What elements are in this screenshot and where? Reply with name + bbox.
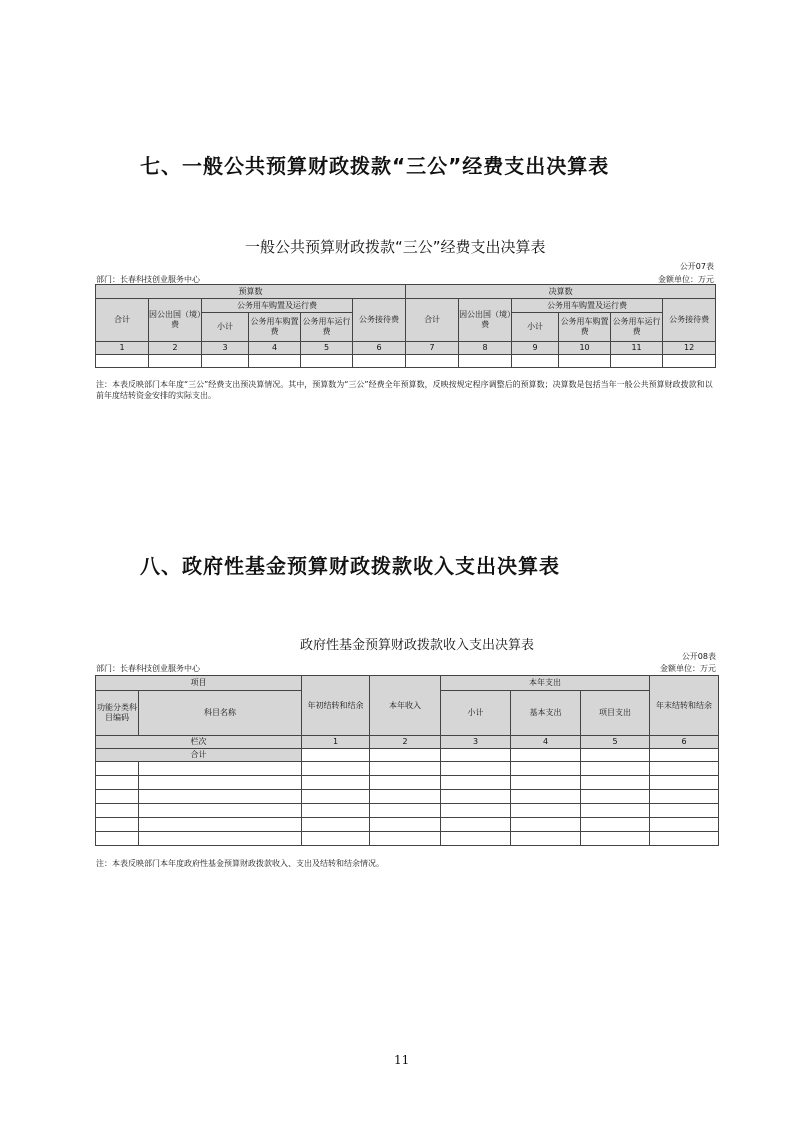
- budget-header: 预算数: [96, 285, 406, 299]
- subject-name-header: 科目名称: [139, 691, 302, 736]
- final-vehicle-header: 公务用车购置及运行费: [512, 299, 663, 313]
- col-label: 栏次: [96, 736, 302, 749]
- section8-heading: 八、政府性基金预算财政拨款收入支出决算表: [140, 554, 560, 578]
- col-number: 7: [406, 342, 459, 355]
- section7-form-no: 公开07表: [679, 262, 714, 271]
- total-label: 合计: [96, 749, 302, 762]
- col-number: 1: [302, 736, 370, 749]
- carry-begin-header: 年初结转和结余: [302, 676, 370, 736]
- final-reception: 公务接待费: [663, 299, 716, 342]
- expense-subtotal-header: 小计: [441, 691, 511, 736]
- table-row: [96, 832, 719, 846]
- budget-subtotal: 小计: [202, 313, 249, 342]
- item-header: 项目: [96, 676, 302, 691]
- table-row: [96, 762, 719, 776]
- func-code-header: 功能分类科目编码: [96, 691, 139, 736]
- final-abroad: 因公出国（境）费: [459, 299, 512, 342]
- col-number: 5: [581, 736, 650, 749]
- col-number: 4: [249, 342, 301, 355]
- budget-abroad: 因公出国（境）费: [149, 299, 202, 342]
- gov-fund-table: [95, 675, 719, 846]
- budget-vehicle-header: 公务用车购置及运行费: [202, 299, 353, 313]
- section7-dept: 部门：长春科技创业服务中心: [96, 275, 200, 284]
- col-number: 6: [650, 736, 719, 749]
- table-row: [96, 804, 719, 818]
- col-number: 9: [512, 342, 559, 355]
- income-header: 本年收入: [370, 676, 441, 736]
- col-number: 11: [611, 342, 663, 355]
- section7-note: 注：本表反映部门本年度“三公”经费支出预决算情况。其中，预算数为“三公”经费全年预算数，反映按规定程序调整后的预算数；决算数是包括当年一般公共预算财政拨款和以前年度结转资金安排的实际支出。: [96, 380, 713, 400]
- section7-table-title: 一般公共预算财政拨款“三公”经费支出决算表: [245, 238, 546, 256]
- budget-purchase: 公务用车购置费: [249, 313, 301, 342]
- expense-header: 本年支出: [441, 676, 650, 691]
- col-number: 8: [459, 342, 512, 355]
- col-number: 3: [202, 342, 249, 355]
- col-number: 5: [301, 342, 353, 355]
- final-subtotal: 小计: [512, 313, 559, 342]
- final-header: 决算数: [406, 285, 716, 299]
- table-row: [96, 818, 719, 832]
- section8-dept: 部门：长春科技创业服务中心: [96, 664, 200, 673]
- budget-sum: 合计: [96, 299, 149, 342]
- col-number: 3: [441, 736, 511, 749]
- section7-heading: 七、一般公共预算财政拨款“三公”经费支出决算表: [140, 154, 610, 178]
- col-number: 2: [370, 736, 441, 749]
- basic-expense-header: 基本支出: [511, 691, 581, 736]
- table-row: [96, 355, 716, 368]
- budget-operate: 公务用车运行费: [301, 313, 353, 342]
- col-number: 2: [149, 342, 202, 355]
- project-expense-header: 项目支出: [581, 691, 650, 736]
- section8-unit: 金额单位：万元: [660, 664, 716, 673]
- carry-end-header: 年末结转和结余: [650, 676, 719, 736]
- table-row: [96, 776, 719, 790]
- section8-note: 注：本表反映部门本年度政府性基金预算财政拨款收入、支出及结转和结余情况。: [96, 859, 384, 868]
- final-purchase: 公务用车购置费: [559, 313, 611, 342]
- col-number: 10: [559, 342, 611, 355]
- section7-unit: 金额单位：万元: [658, 275, 714, 284]
- page-number: 11: [394, 1053, 410, 1067]
- final-sum: 合计: [406, 299, 459, 342]
- col-number: 12: [663, 342, 716, 355]
- section8-table-title: 政府性基金预算财政拨款收入支出决算表: [300, 638, 535, 653]
- col-number: 4: [511, 736, 581, 749]
- budget-reception: 公务接待费: [353, 299, 406, 342]
- section8-form-no: 公开08表: [681, 652, 716, 661]
- final-operate: 公务用车运行费: [611, 313, 663, 342]
- three-public-table: [95, 284, 716, 368]
- table-row: [96, 790, 719, 804]
- col-number: 1: [96, 342, 149, 355]
- col-number: 6: [353, 342, 406, 355]
